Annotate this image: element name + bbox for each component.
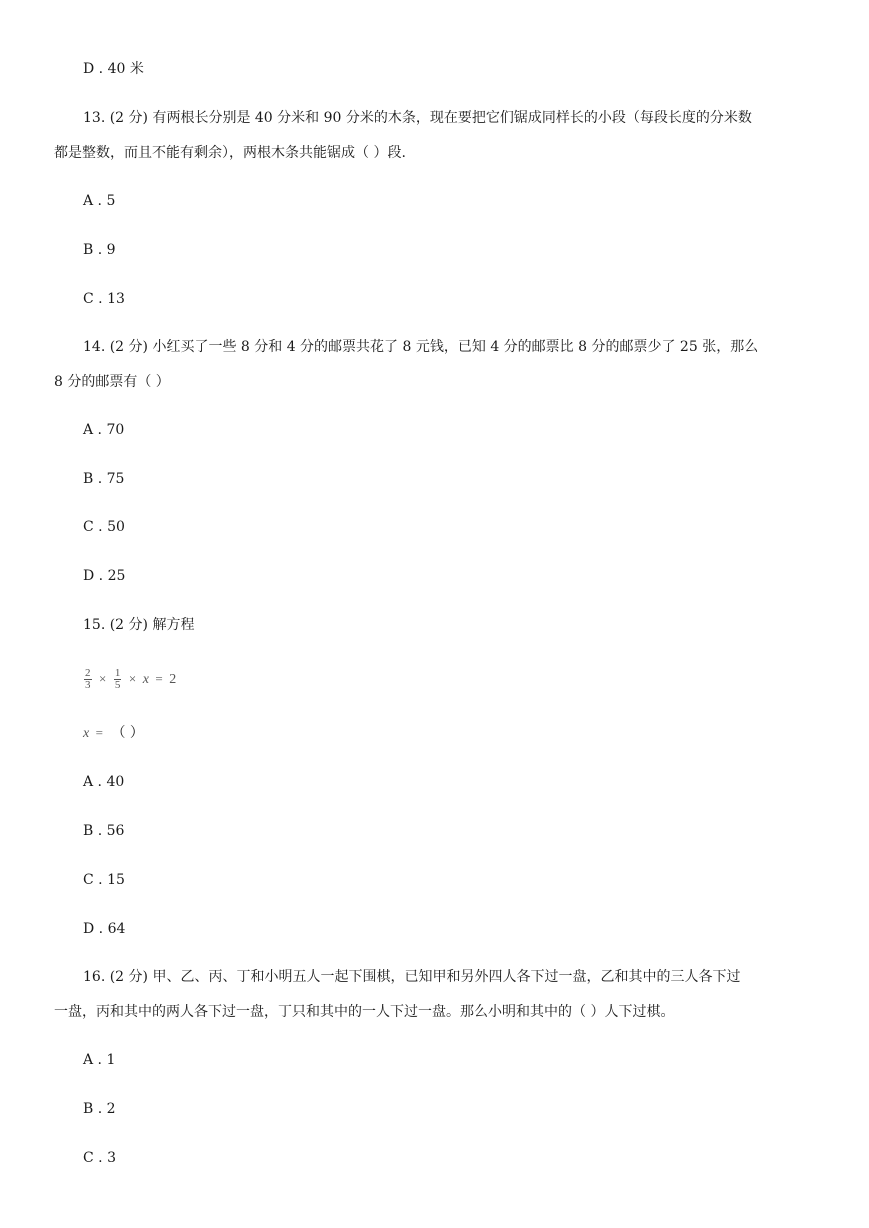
answer-variable: x xyxy=(83,726,90,741)
q15-option-b: B . 56 xyxy=(83,823,125,839)
fraction-numerator: 1 xyxy=(114,667,121,680)
q14-option-c: C . 50 xyxy=(83,519,125,535)
q16-text-line2: 一盘，丙和其中的两人各下过一盘，丁只和其中的一人下过一盘。那么小明和其中的（ ）人下过棋。 xyxy=(54,1004,675,1020)
q16-option-b: B . 2 xyxy=(83,1101,116,1117)
answer-equals-sign: = xyxy=(95,725,104,740)
q12-option-d: D . 40 米 xyxy=(83,61,144,77)
q13-text-line2: 都是整数，而且不能有剩余），两根木条共能锯成（ ）段. xyxy=(54,145,406,161)
fraction-numerator: 2 xyxy=(85,667,91,680)
fraction-denominator: 3 xyxy=(85,679,91,692)
q15-answer-line xyxy=(83,723,144,744)
equals-sign: = xyxy=(155,671,163,686)
q14-text-line2: 8 分的邮票有（ ） xyxy=(54,374,170,390)
times-sign: × xyxy=(99,671,107,686)
answer-blank: （ ） xyxy=(111,725,144,741)
q14-option-a: A . 70 xyxy=(83,422,125,438)
fraction-one-fifth xyxy=(114,668,122,691)
fraction-two-thirds xyxy=(84,668,92,691)
q13-option-b: B . 9 xyxy=(83,242,116,258)
q13-option-c: C . 13 xyxy=(83,291,125,307)
q15-option-d: D . 64 xyxy=(83,921,126,937)
q15-text-line1: 15. (2 分) 解方程 xyxy=(83,617,195,633)
q15-equation xyxy=(83,666,176,693)
q15-option-a: A . 40 xyxy=(83,774,125,790)
q14-option-d: D . 25 xyxy=(83,568,126,584)
equation-rhs: 2 xyxy=(169,672,177,687)
q15-option-c: C . 15 xyxy=(83,872,125,888)
equation-variable: x xyxy=(142,672,149,687)
q13-option-a: A . 5 xyxy=(83,193,116,209)
q16-option-c: C . 3 xyxy=(83,1150,116,1166)
q13-text-line1: 13. (2 分) 有两根长分别是 40 分米和 90 分米的木条，现在要把它们锯成同样长的小段（每段长度的分米数 xyxy=(83,110,752,126)
q14-option-b: B . 75 xyxy=(83,471,125,487)
q14-text-line1: 14. (2 分) 小红买了一些 8 分和 4 分的邮票共花了 8 元钱，已知 4 分的邮票比 8 分的邮票少了 25 张，那么 xyxy=(83,339,759,355)
fraction-denominator: 5 xyxy=(114,679,121,692)
times-sign: × xyxy=(128,671,137,686)
q16-text-line1: 16. (2 分) 甲、乙、丙、丁和小明五人一起下围棋，已知甲和另外四人各下过一盘，乙和其中的三人各下过 xyxy=(83,969,741,985)
q16-option-a: A . 1 xyxy=(83,1052,116,1068)
